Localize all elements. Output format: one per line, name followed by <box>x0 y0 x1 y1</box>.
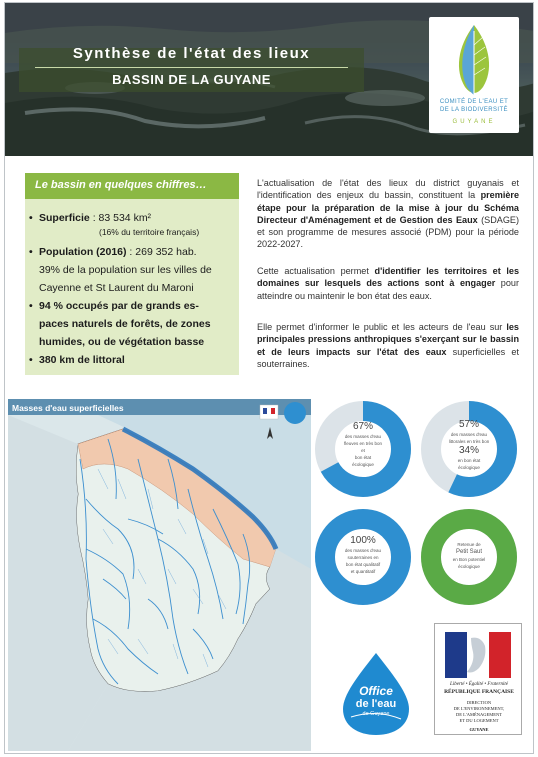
intro-paragraph-2: Cette actualisation permet d'identifier les territoires et les domaines sur lesquels des actions sont à engager pour atteindre ou maintenir le bon état des eaux. <box>257 266 520 301</box>
office-logo-line2: de l'eau <box>355 698 397 710</box>
key-figures-box <box>25 173 239 375</box>
logo-text-line1: COMITÉ DE L'EAU ET <box>439 99 509 105</box>
marianne-logo-icon <box>445 632 511 678</box>
surface-water-map <box>8 399 311 751</box>
key-figure-population: • Population (2016) : 269 352 hab. <box>29 246 197 258</box>
intro-paragraph-3: Elle permet d'informer le public et les acteurs de l'eau sur les principales pressions anthropiques s'exerçant sur le bassin et de leurs impacts sur l'état des eaux superficielles et souterraines. <box>257 322 519 369</box>
key-figure-population-note1: 39% de la population sur les villes de <box>39 264 212 276</box>
office-logo-line3: de Guyane <box>362 711 390 717</box>
ministry-motto: Liberté • Égalité • Fraternité <box>450 682 508 687</box>
logo-text-line3: GUYANE <box>452 119 496 125</box>
donut-chart-petit-saut <box>419 507 519 607</box>
header-banner <box>5 3 534 156</box>
office-logo-line1: Office <box>359 684 393 698</box>
donut-label: 57% des masses d'eau littorales en très bon 34% en bon état écologique <box>448 419 490 470</box>
key-figure-coastline: • 380 km de littoral <box>29 354 125 366</box>
logo-text-line2: DE LA BIODIVERSITÉ <box>440 107 508 113</box>
page-title: Synthèse de l'état des lieux <box>72 45 311 62</box>
ministry-republic: RÉPUBLIQUE FRANÇAISE <box>444 689 514 695</box>
intro-paragraph-1: L'actualisation de l'état des lieux du district guyanais et l'identification des enjeux du bassin, constituent la première étape pour la préparation de la mise à jour du Schéma Directeur d'Aménagement et de Gestion des Eaux (SDAGE) et son programme de mesures associé (PDM) pour la période 2022-2027. <box>257 178 520 250</box>
key-figure-land-cover-3: humides, ou de végétation basse <box>39 336 205 348</box>
ministry-region: GUYANE <box>469 727 489 732</box>
donut-chart-rivers <box>313 399 413 499</box>
guyana-map-image <box>8 399 311 751</box>
donut-chart-coastal <box>419 399 519 499</box>
donut-chart-groundwater <box>313 507 413 607</box>
donut-label: Retenue de Petit Saut en Bon potentiel écologique <box>452 542 486 569</box>
key-figure-area-note: (16% du territoire français) <box>99 227 200 237</box>
leaf-drop-logo-icon <box>453 23 495 97</box>
key-figure-land-cover-2: paces naturels de forêts, de zones <box>39 318 211 330</box>
key-figure-population-note2: Cayenne et St Laurent du Maroni <box>39 282 194 294</box>
dreal-logo <box>434 623 522 735</box>
ministry-line1: DIRECTION <box>466 700 492 705</box>
committee-logo <box>429 17 519 133</box>
key-figures-title: Le bassin en quelques chiffres… <box>25 173 239 199</box>
ministry-line3: DE L'AMÉNAGEMENT <box>456 712 502 717</box>
poster-page <box>4 2 534 754</box>
key-figure-land-cover-1: • 94 % occupés par de grands es- <box>29 300 199 312</box>
map-title: Masses d'eau superficielles <box>12 403 124 413</box>
donut-label: 67% des masses d'eau fleuves en très bon et bon état écologique <box>343 421 383 467</box>
office-de-leau-logo <box>337 651 415 737</box>
ministry-line2: DE L'ENVIRONNEMENT, <box>453 706 505 711</box>
page-subtitle: BASSIN DE LA GUYANE <box>112 72 271 87</box>
key-figure-area: • Superficie : 83 534 km² <box>29 212 152 224</box>
ministry-line4: ET DU LOGEMENT <box>459 718 499 723</box>
donut-label: 100% des masses d'eau souterraines en bon état qualitatif et quantitatif <box>344 535 382 574</box>
title-divider <box>35 67 348 68</box>
